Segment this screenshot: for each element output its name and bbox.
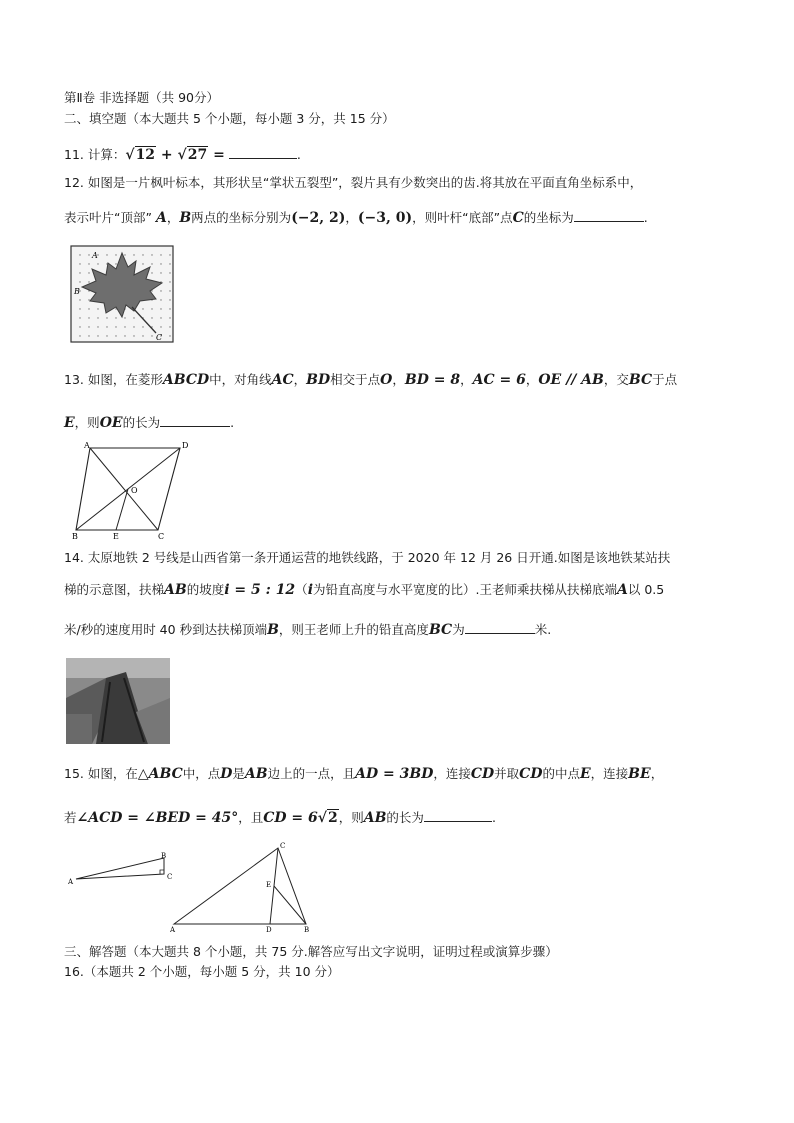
q15-text: ，连接 bbox=[590, 766, 629, 781]
q15-figure-left bbox=[68, 852, 180, 886]
q12-text: 表示叶片“顶部” bbox=[64, 210, 152, 225]
q14-bc: BC bbox=[428, 622, 453, 638]
q14-text: 为铅直高度与水平宽度的比）.王老师乘扶梯从扶梯底端 bbox=[313, 582, 617, 597]
q14-i: i bbox=[307, 582, 314, 598]
q14-unit: 米. bbox=[534, 622, 552, 637]
q13-text: 13. 如图，在菱形 bbox=[64, 372, 163, 387]
q14-slope: i = 5 : 12 bbox=[224, 582, 296, 598]
right-label-c: C bbox=[280, 842, 286, 850]
q11-plus: + bbox=[156, 147, 178, 163]
q13-text: 于点 bbox=[652, 372, 678, 387]
left-label-b: B bbox=[161, 852, 167, 860]
q14-b: B bbox=[267, 622, 279, 638]
q15-cd: CD bbox=[519, 766, 543, 782]
q14-ab: AB bbox=[164, 582, 187, 598]
q13-cond-bd: BD = 8 bbox=[404, 372, 461, 388]
q15-answer-blank[interactable] bbox=[424, 808, 492, 822]
q13-o: O bbox=[380, 372, 393, 388]
q15-ab: AB bbox=[363, 810, 387, 826]
q13-comma: ， bbox=[392, 372, 405, 387]
q13-rhombus: ABCD bbox=[162, 372, 210, 388]
triangle-abc bbox=[174, 848, 306, 924]
q15-figure-right bbox=[170, 840, 318, 932]
q13-text: ，交 bbox=[603, 372, 629, 387]
segment-oe bbox=[116, 489, 128, 530]
q15-e: E bbox=[579, 766, 591, 782]
q12-text: 的坐标为 bbox=[523, 210, 574, 225]
q12-coord-b: (−3, 0) bbox=[357, 210, 413, 226]
q15-sqrt-2: √2 bbox=[317, 810, 338, 826]
q14-text: 的坡度 bbox=[186, 582, 225, 597]
q12-comma: ， bbox=[166, 210, 180, 225]
q11-equals: = bbox=[208, 147, 225, 163]
q11-sqrt-12: √12 bbox=[125, 147, 156, 163]
q14-text: ，则王老师上升的铅直高度 bbox=[278, 622, 429, 637]
rhombus-label-e: E bbox=[113, 532, 119, 541]
q13-answer-blank[interactable] bbox=[160, 413, 230, 427]
q15-text: ， bbox=[650, 766, 664, 781]
q13-end: . bbox=[230, 415, 235, 430]
section-heading-solutions: 三、解答题（本大题共 8 个小题，共 75 分.解答应写出文字说明，证明过程或演算步骤） bbox=[64, 944, 558, 959]
leaf-label-c: C bbox=[156, 333, 163, 342]
q14-text: 以 0.5 bbox=[627, 582, 665, 597]
rhombus-label-b: B bbox=[72, 532, 78, 541]
rhombus-label-d: D bbox=[182, 441, 189, 450]
q13-oe: OE bbox=[99, 415, 123, 431]
q13-comma: ， bbox=[293, 372, 307, 387]
escalator-photo bbox=[66, 658, 170, 744]
q15-text: 边上的一点，且 bbox=[267, 766, 356, 781]
rhombus-label-a: A bbox=[84, 441, 90, 450]
q15-text: 15. 如图，在 bbox=[64, 766, 138, 781]
q12-point-b: B bbox=[179, 210, 192, 226]
rhombus-label-o: O bbox=[131, 486, 138, 495]
q15-ab: AB bbox=[244, 766, 268, 782]
q15-angle-cond: ∠ACD = ∠BED = 45° bbox=[76, 810, 239, 826]
q12-coord-a: (−2, 2) bbox=[291, 210, 346, 226]
q14-text: 为 bbox=[452, 622, 465, 637]
q15-cd: CD bbox=[470, 766, 495, 782]
q15-text: 若 bbox=[64, 810, 77, 825]
q15-text: ，且 bbox=[238, 810, 264, 825]
right-label-a: A bbox=[170, 926, 176, 932]
section-heading-fill-in: 二、填空题（本大题共 5 个小题，每小题 3 分，共 15 分） bbox=[64, 111, 395, 126]
q13-bd: BD bbox=[306, 372, 331, 388]
q11-end: . bbox=[296, 147, 301, 162]
left-label-a: A bbox=[68, 878, 74, 886]
leaf-label-b: B bbox=[74, 287, 80, 296]
q14-text: （ bbox=[295, 582, 308, 597]
left-label-c: C bbox=[167, 873, 173, 881]
question-14-line2 bbox=[64, 581, 664, 599]
q13-e: E bbox=[64, 415, 75, 431]
q15-abc: ABC bbox=[148, 766, 183, 782]
rhombus-label-c: C bbox=[158, 532, 165, 541]
q15-text: 中，点 bbox=[182, 766, 221, 781]
q13-text: 的长为 bbox=[122, 415, 161, 430]
question-14-line1: 14. 太原地铁 2 号线是山西省第一条开通运营的地铁线路，于 2020 年 12 月 26 日开通.如图是该地铁某站扶 bbox=[64, 550, 671, 565]
q13-cond-parallel: OE // AB bbox=[538, 372, 604, 388]
q12-text: 两点的坐标分别为 bbox=[191, 210, 292, 225]
q14-answer-blank[interactable] bbox=[465, 620, 535, 634]
q15-text: 并取 bbox=[494, 766, 520, 781]
q15-text: ，则 bbox=[338, 810, 364, 825]
question-15-line1 bbox=[64, 765, 663, 783]
maple-leaf-figure bbox=[70, 245, 174, 343]
q13-ac: AC bbox=[271, 372, 294, 388]
q12-end: . bbox=[643, 210, 648, 225]
q13-text: ，则 bbox=[74, 415, 100, 430]
q15-be: BE bbox=[628, 766, 651, 782]
q12-point-a: A bbox=[155, 210, 167, 226]
q13-text: 中，对角线 bbox=[209, 372, 272, 387]
leaf-label-a: A bbox=[92, 251, 98, 260]
left-triangle bbox=[76, 858, 164, 879]
q13-bc: BC bbox=[628, 372, 653, 388]
question-12-line2 bbox=[64, 208, 648, 227]
question-16: 16.（本题共 2 个小题，每小题 5 分，共 10 分） bbox=[64, 964, 340, 979]
q15-end: . bbox=[491, 810, 496, 825]
q13-cond-ac: AC = 6 bbox=[472, 372, 526, 388]
diagonal-ac bbox=[90, 448, 158, 530]
q11-prefix: 11. 计算： bbox=[64, 147, 126, 162]
q15-text: ，连接 bbox=[433, 766, 471, 781]
question-11 bbox=[64, 145, 301, 164]
part-title: 第Ⅱ卷 非选择题（共 90分） bbox=[64, 90, 220, 105]
right-label-d: D bbox=[266, 926, 272, 932]
q12-answer-blank[interactable] bbox=[574, 208, 644, 222]
q15-text: 的长为 bbox=[386, 810, 424, 825]
q15-cd-value: CD = 6 bbox=[263, 810, 318, 826]
q12-point-c: C bbox=[512, 210, 524, 226]
q13-comma: ， bbox=[460, 372, 473, 387]
q15-d: D bbox=[220, 766, 233, 782]
q13-text: 相交于点 bbox=[330, 372, 381, 387]
right-angle-mark bbox=[160, 870, 164, 874]
question-13-line1 bbox=[64, 371, 677, 389]
right-label-b: B bbox=[304, 926, 310, 932]
q15-text: 是 bbox=[232, 766, 245, 781]
segment-be bbox=[274, 886, 306, 924]
q15-cond-ad: AD = 3BD bbox=[355, 766, 434, 782]
photo-floor bbox=[66, 714, 92, 744]
question-14-line3 bbox=[64, 620, 551, 639]
question-13-line2 bbox=[64, 413, 234, 432]
q11-sqrt-27: √27 bbox=[177, 147, 208, 163]
q13-comma: ， bbox=[525, 372, 539, 387]
triangle-symbol: △ bbox=[137, 766, 149, 782]
right-label-e: E bbox=[266, 881, 272, 889]
q12-text: ，则叶杆“底部”点 bbox=[412, 210, 513, 225]
question-12-line1: 12. 如图是一片枫叶标本，其形状呈“掌状五裂型”，裂片具有少数突出的齿.将其放在平面直角坐标系中， bbox=[64, 175, 643, 190]
q15-text: 的中点 bbox=[542, 766, 580, 781]
rhombus-figure bbox=[72, 438, 192, 542]
q14-text: 米/秒的速度用时 40 秒到达扶梯顶端 bbox=[64, 622, 268, 637]
q14-text: 梯的示意图，扶梯 bbox=[64, 582, 165, 597]
q11-answer-blank[interactable] bbox=[229, 145, 297, 159]
q14-a: A bbox=[617, 582, 628, 598]
question-15-line2 bbox=[64, 808, 496, 827]
q12-comma: ， bbox=[345, 210, 358, 225]
